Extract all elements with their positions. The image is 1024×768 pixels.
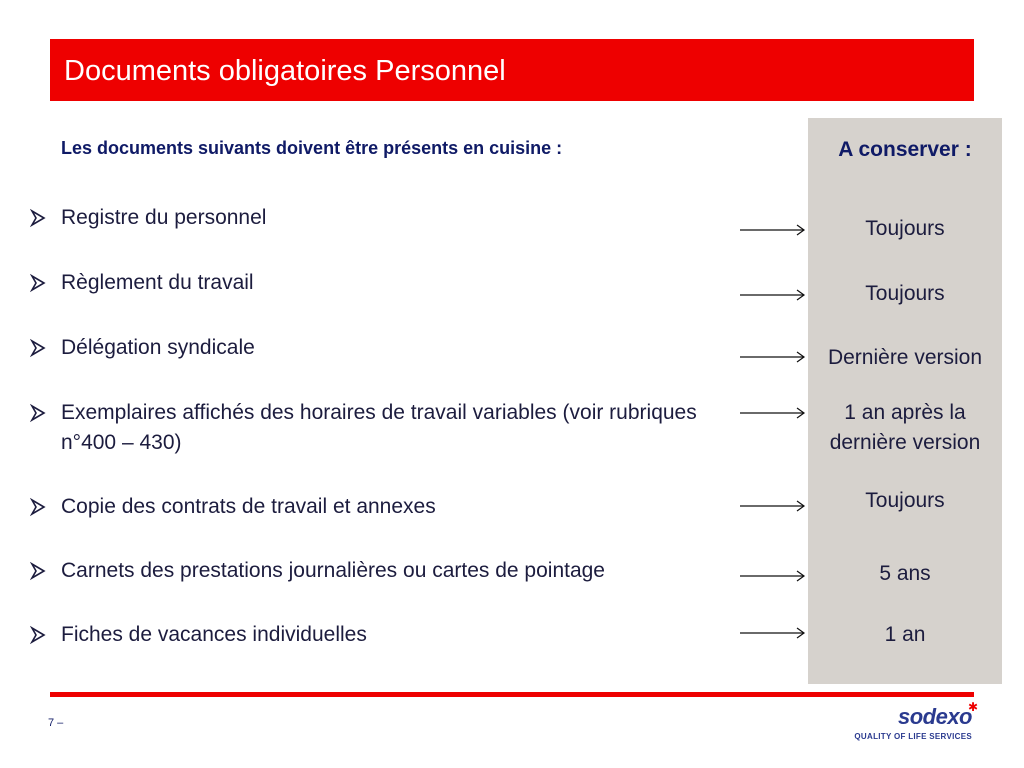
title-bar [50, 39, 974, 101]
retention-header: A conserver : [838, 138, 972, 161]
arrowhead-bullet-icon [30, 204, 50, 232]
document-label: Règlement du travail [61, 271, 254, 294]
right-arrow-icon [740, 289, 806, 301]
right-arrow-icon [740, 570, 806, 582]
right-arrow-icon [740, 627, 806, 639]
document-label: Registre du personnel [61, 206, 267, 229]
document-label: Copie des contrats de travail et annexes [61, 495, 436, 518]
arrowhead-bullet-icon [30, 493, 50, 521]
retention-value: 1 an après la dernière version [829, 401, 981, 454]
logo-tagline: QUALITY OF LIFE SERVICES [854, 732, 972, 741]
retention-value: Toujours [865, 217, 945, 240]
footer-divider [50, 692, 974, 697]
logo-wordmark: sodexo [897, 704, 972, 729]
right-arrow-icon [740, 351, 806, 363]
intro-text: Les documents suivants doivent être présents en cuisine : [61, 138, 563, 158]
arrowhead-bullet-icon [30, 557, 50, 585]
retention-value: 1 an [884, 623, 926, 646]
arrowhead-bullet-icon [30, 399, 50, 427]
right-arrow-icon [740, 407, 806, 419]
retention-value: 5 ans [879, 562, 931, 585]
arrowhead-bullet-icon [30, 334, 50, 362]
sodexo-logo [850, 700, 980, 748]
retention-value: Toujours [865, 282, 945, 305]
retention-value: Toujours [865, 489, 945, 512]
document-label: Fiches de vacances individuelles [61, 623, 367, 646]
arrowhead-bullet-icon [30, 269, 50, 297]
document-label: Carnets des prestations journalières ou cartes de pointage [61, 559, 605, 582]
page-number: 7 – [48, 717, 64, 729]
star-icon: ✱ [967, 700, 978, 714]
retention-value: Dernière version [827, 346, 983, 369]
document-label: Exemplaires affichés des horaires de travail variables (voir rubriques n°400 – 430) [61, 401, 697, 454]
right-arrow-icon [740, 224, 806, 236]
arrowhead-bullet-icon [30, 621, 50, 649]
document-label: Délégation syndicale [61, 336, 255, 359]
right-arrow-icon [740, 500, 806, 512]
page-title: Documents obligatoires Personnel [64, 55, 506, 87]
